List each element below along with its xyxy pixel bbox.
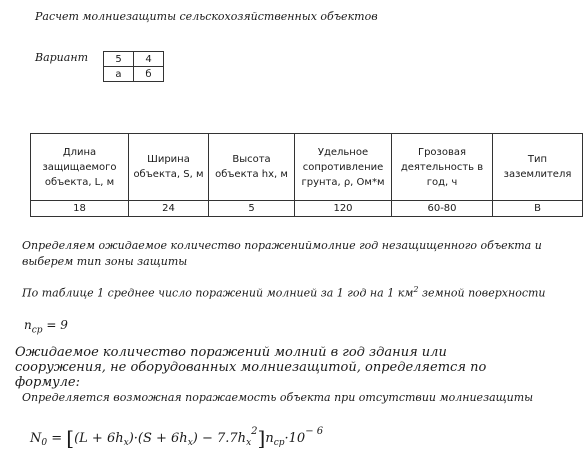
header-length: Длина защищаемого объекта, L, м <box>31 134 129 201</box>
formula-subscript: x <box>187 438 193 448</box>
cell-thunderstorm-activity: 60-80 <box>392 201 493 217</box>
cell-height: 5 <box>209 201 295 217</box>
document-title: Расчет молниезащиты сельскохозяйственных объектов <box>35 10 378 23</box>
paragraph-average-strikes <box>22 285 546 300</box>
variant-row <box>104 52 164 67</box>
variant-label: Вариант <box>35 51 89 64</box>
superscript: 2 <box>413 285 419 294</box>
formula-subscript: x <box>123 438 129 448</box>
formula-subscript: x <box>246 438 252 448</box>
header-height: Высота объекта hx, м <box>209 134 295 201</box>
header-width: Ширина объекта, S, м <box>129 134 209 201</box>
paragraph-expected-strikes-formula-intro: Ожидаемое количество поражений молний в год здания или сооружения, не оборудованных молниезащитой, определяется по формуле: <box>15 345 487 390</box>
formula-close-bracket: ] <box>257 426 266 450</box>
variant-cell: 4 <box>134 52 164 67</box>
formula-term: ) <box>128 431 134 446</box>
variant-cell: 5 <box>104 52 134 67</box>
formula-term: ) <box>192 431 198 446</box>
symbol-n: n <box>24 318 32 332</box>
formula-power: − 6 <box>305 426 324 437</box>
formula-subscript: 0 <box>41 438 48 448</box>
variant-row <box>104 67 164 82</box>
parameters-table <box>30 133 583 217</box>
cell-width: 24 <box>129 201 209 217</box>
formula-term: n <box>265 431 274 446</box>
cell-grounding-type: В <box>493 201 583 217</box>
header-thunderstorm-activity: Грозовая деятельность в год, ч <box>392 134 493 201</box>
paragraph-vulnerability: Определяется возможная поражаемость объекта при отсутствии молниезащиты <box>22 391 534 404</box>
paragraph-strike-expectation: Определяем ожидаемое количество поражениймолние год незащищенного объекта и выберем тип зоны защиты <box>22 239 542 268</box>
formula-dot: · <box>133 431 138 446</box>
formula-term: (L + 6h <box>74 431 124 446</box>
formula-term: − 7.7h <box>197 431 247 446</box>
formula-equals: = <box>47 431 67 446</box>
formula-open-bracket: [ <box>66 426 75 450</box>
cell-soil-resistivity: 120 <box>295 201 392 217</box>
variant-cell: б <box>134 67 164 82</box>
paragraph-text: По таблице 1 среднее число поражений молнией за 1 год на 1 км <box>22 286 414 300</box>
formula-power: 2 <box>251 426 258 437</box>
cell-length: 18 <box>31 201 129 217</box>
paragraph-text: земной поверхности <box>418 286 546 300</box>
variant-cell: а <box>104 67 134 82</box>
table-header-row <box>31 134 583 201</box>
formula-lhs: N <box>30 431 42 446</box>
formula-subscript: ср <box>273 438 285 448</box>
header-soil-resistivity: Удельное сопротивление грунта, ρ, Ом*м <box>295 134 392 201</box>
subscript: ср <box>31 325 43 336</box>
variant-grid <box>103 51 164 82</box>
table-row <box>31 201 583 217</box>
equation-rhs: = 9 <box>42 318 68 332</box>
formula-term: (S + 6h <box>137 431 188 446</box>
formula-term: ·10 <box>284 431 306 446</box>
header-grounding-type: Тип заземлителя <box>493 134 583 201</box>
strike-density-equation <box>24 318 68 335</box>
